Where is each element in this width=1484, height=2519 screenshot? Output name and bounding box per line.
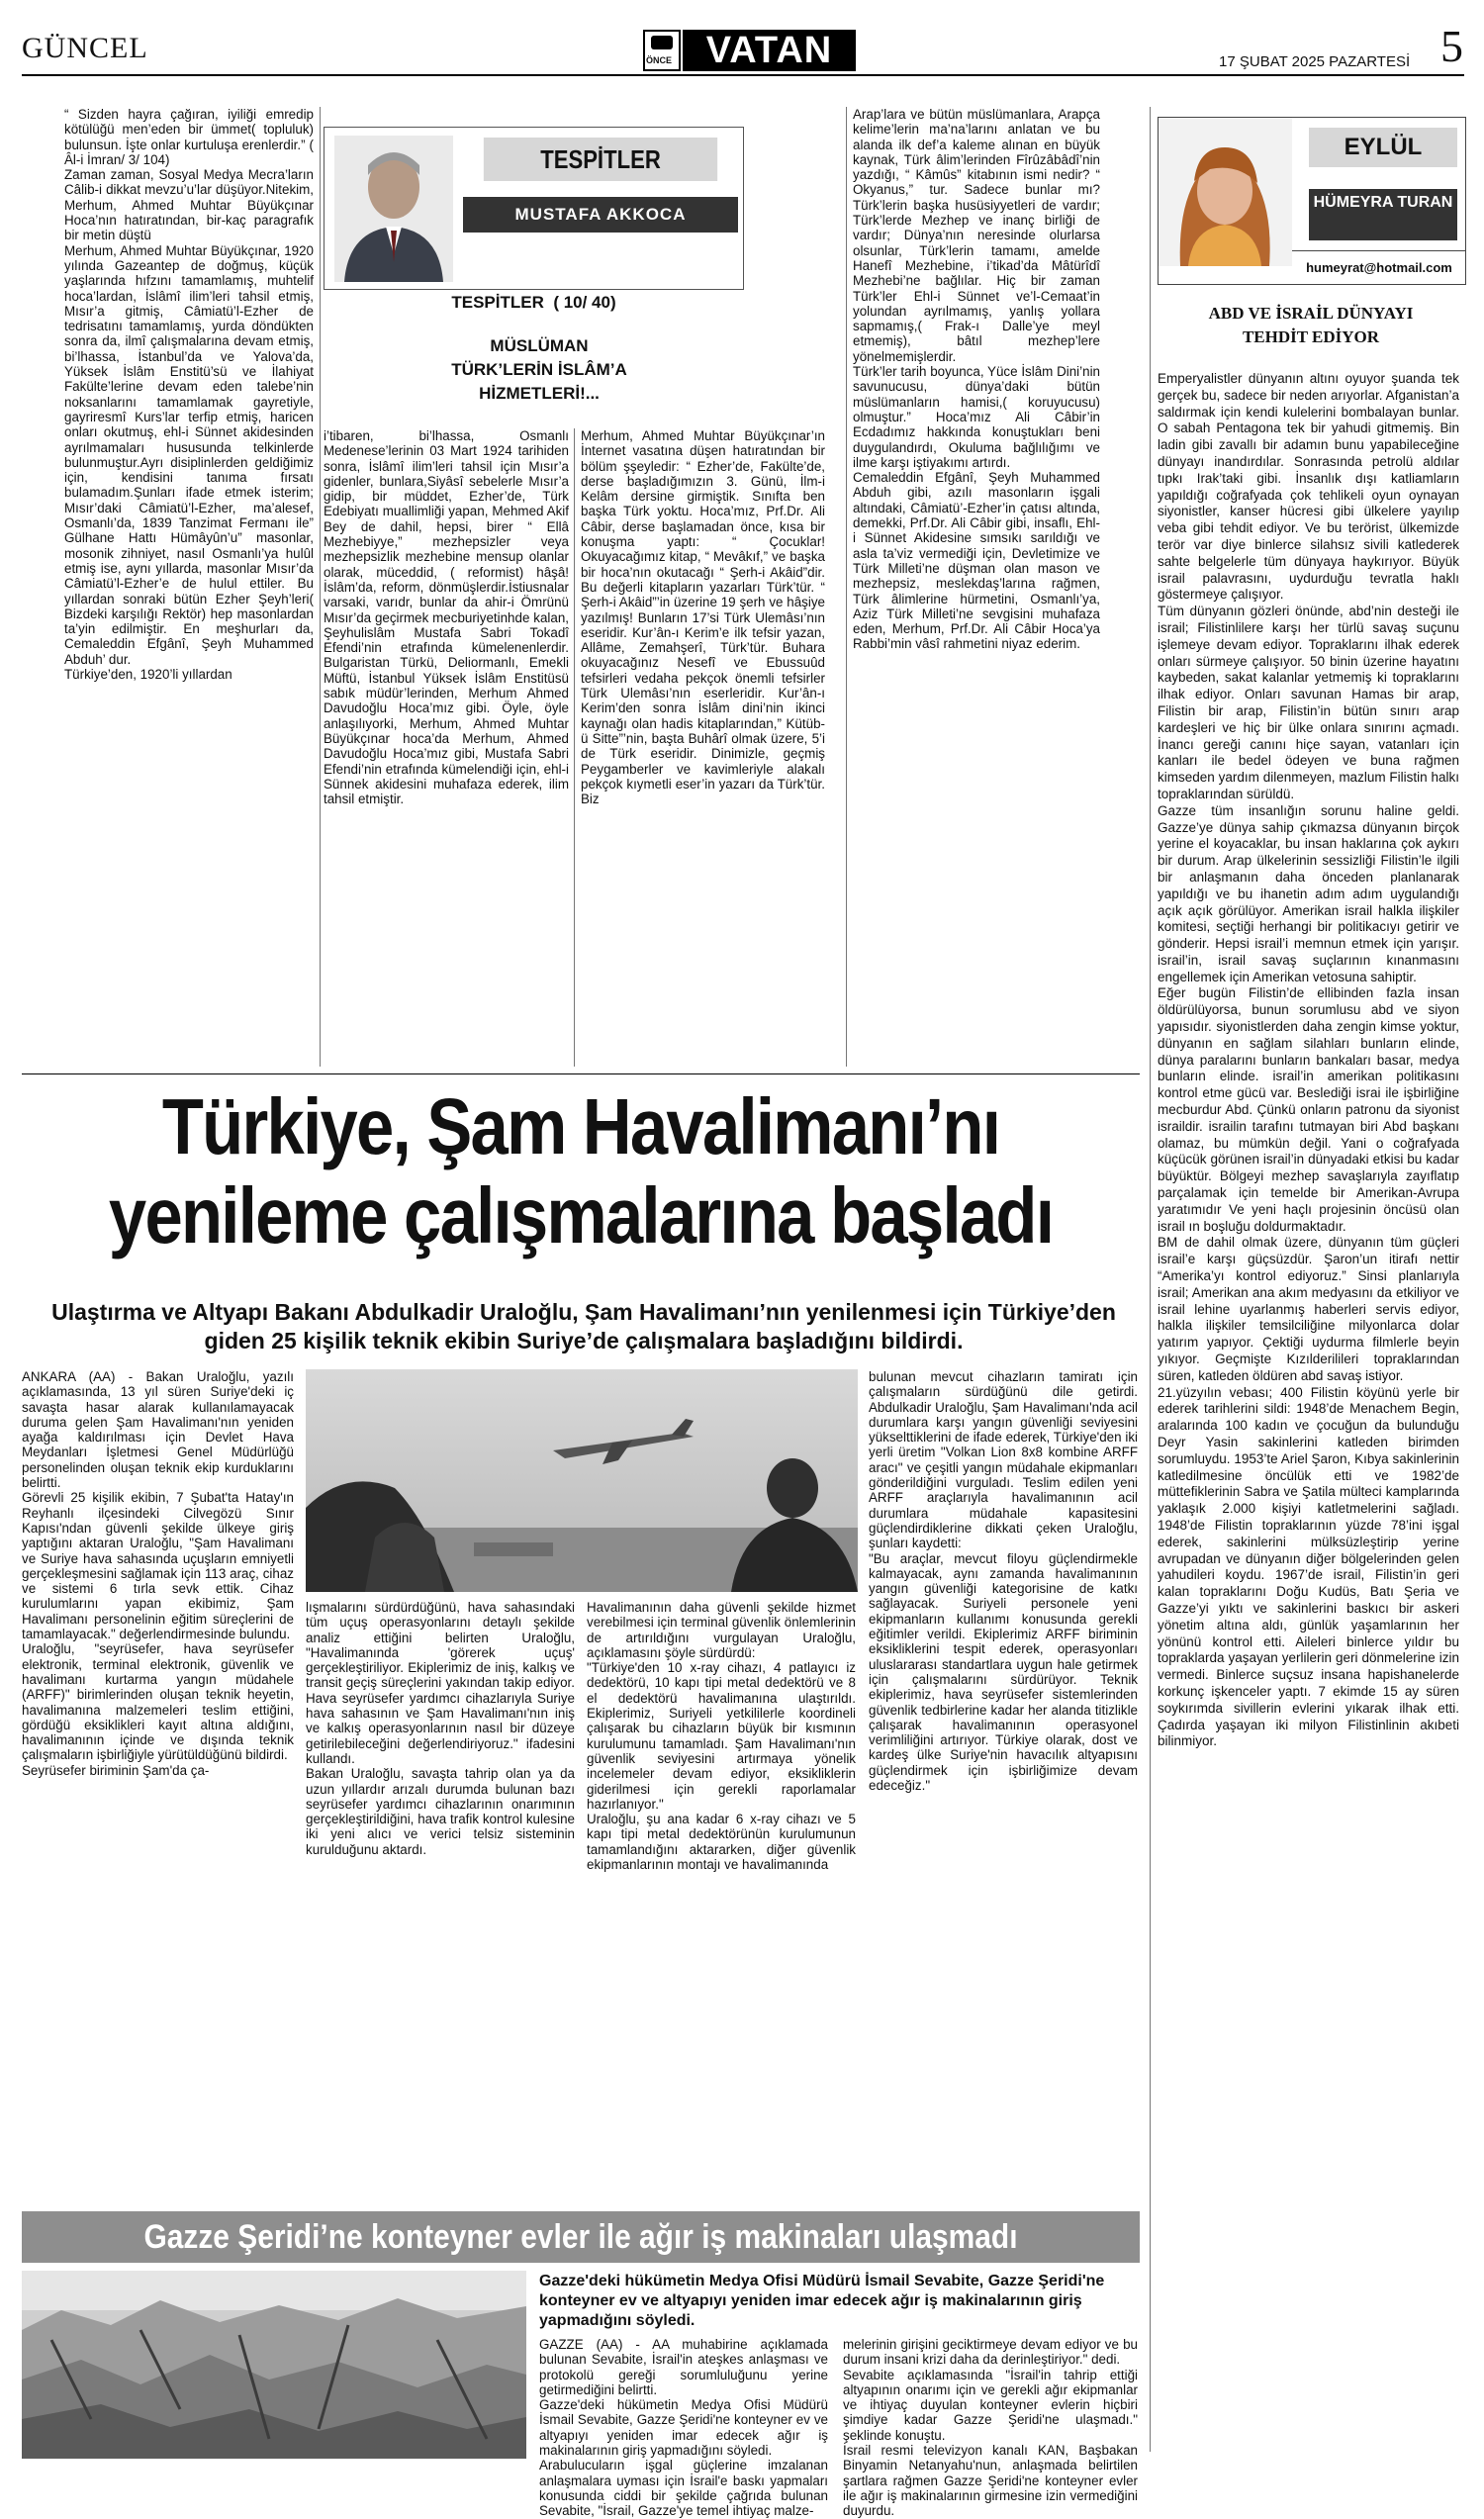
main-subhead: Ulaştırma ve Altyapı Bakanı Abdulkadir Uraloğlu, Şam Havalimanı’nın yenilenmesi için Türkiye’den giden 25 kişilik teknik ekibin Suriye’de çalışmalara başladığını bildirdi. <box>51 1299 1116 1353</box>
tespitler-column-c: Arap’lara ve bütün müslümanlara, Arapça kelime’lerin ma’na’larını anlatan ve bu alanda ilk def’a kaleme alınan en büyük kaynak, Türk âlim’lerinden Fîrûzâbâdî’nin yazdığı, “ Kâmûs” kitabının ismi nedir? “ Okyanus,” tur. Sadece bunlar mı? Türk’lerin başka husüsiyyetleri de vardır; Türk’lerde Mezhep ve inanç birliği de vardır; Dünya’nın neresinde olurlarsa olsunlar, Türk’lerin tamamı, amelde Hanefî Mezhebine, i’tikad’da Mâtürîdî Mezhebi’ne bağlılar. Hiç bir zaman Türk’ler Ehl-i Sünnet ve’l-Cemaat’in yolundan ayrılmamış, yanlış yollara sapmamış,( Frak-ı Dalle’ye meyl etmemiş), bâtıl mezhep’lere yönelmemişlerdir. Türk’ler tarih boyunca, Yüce İslâm Dini’nin savunucusu, dünya’daki bütün müslümanların hamisi,( koruyucusu) olmuştur.” Hoca’mız Ali Câbir’in Ecdadımız hakkında konuştukları beni duygulandırdı, Okuluma bağlılığımı ve ilme karşı iştiyakımı artırdı. Cemaleddin Efgânî, Şeyh Muhammed Abduh gibi, azılı masonların işgali altındaki, Câmiatü’-Ezher’in çatısı altında, demekki, Prf.Dr. Ali Câbir gibi, insaflı, Ehl-i Sünnet Akidesine sımsıkı sarıldığı ve asla ta’viz vermediği için, Devletimize ve Türk Milleti’ne düşman olan mason ve mezhepsiz, meslekdaş’larına rağmen, Türk âlimlerine hürmetini, Osmanlı’ya, Aziz Türk Milleti’ne sevgisini muhafaza eden, Merhum, Prf.Dr. Ali Câbir Hoca’ya Rabbi’min vâsî rahmetini niyaz ederim. <box>853 107 1100 652</box>
column-title: EYLÜL <box>1309 128 1457 167</box>
column-divider <box>846 107 847 1067</box>
gaza-subhead: Gazze'deki hükümetin Medya Ofisi Müdürü İsmail Sevabite, Gazze Şeridi'ne konteyner ev ve altyapıyı yeniden imar edecek ağır iş makinalarının giriş yapmadığını söyledi. <box>539 2273 1105 2329</box>
tespitler-column-b: Merhum, Ahmed Muhtar Büyükçınar’ın İnternet vasatına düşen hatıratından bir bölüm şşeyledir: “ Ezher’de, Fakülte’de, derse başladığımızın 3. Günü, İlm-i Kelâm dersine girmiştik. Sınıfta ben başka Türk yoktu. Hoca’mız, Prf.Dr. Ali Câbir, derse başlamadan önce, kısa bir konuşma yaptı: “ Çocuklar! Okuyacağımız kitap, “ Mevâkıf,” ve başka bir hoca’nın okutacağı “ Şerh-i Akâid”dir. Bu değerli kitapların yazarları Türk’tür. “ Şerh-i Akâid”’in üzerine 19 şerh ve hâşiye yazılmış! Bunların 17’si Türk Ulemâsı’nın eseridir. Kur’ân-ı Kerim’e ilk tefsir yazan, Allâme, Zemahşerî, Türk’tür. Buhara okuyacağınız Nesefî ve Ebussuûd tefsirleri vedaha pekçok önemli tefsirler Türk Ulemâsı’nın eserleridir. Kur’ân-ı Kerim’den sonra İslâm dini’nin ikinci kaynağı olan hadis kitaplarından,” Kütüb-ü Sitte”’nin, başta Buhârî olmak üzere, 5’i de Türk eseridir. Dinimizle, geçmiş Peygamberler ve kavimleriyle alakalı pekçok kıymetli eser’in yazarı da Türk’tür. Biz <box>581 428 825 807</box>
author-name: MUSTAFA AKKOCA <box>463 197 738 233</box>
issue-date: 17 ŞUBAT 2025 PAZARTESİ <box>1219 53 1411 70</box>
columnist-photo <box>1159 118 1292 266</box>
section-label: GÜNCEL <box>22 32 148 64</box>
eylul-box <box>1158 117 1466 285</box>
main-column-3: Havalimanının daha güvenli şekilde hizmet verebilmesi için terminal güvenlik önlemlerinin de artırıldığını vurgulayan Uraloğlu, açıklamasını şöyle sürdürdü: "Türkiye'den 10 x-ray cihazı, 4 patlayıcı iz dedektörü, 10 kapı tipi metal dedektörü ve 8 el dedektörü havalimanına ulaştırıldı. Ekiplerimiz, Suriyeli yetkililerle koordineli çalışarak bu cihazların büyük bir kısmının kurulumunu tamamladı. Şam Havalimanı'nın güvenlik seviyesini artırmaya yönelik incelemeler devam ediyor, eksikliklerin giderilmesi için gerekli raporlamalar hazırlanıyor." Uraloğlu, şu ana kadar 6 x-ray cihazı ve 5 kapı tipi metal dedektörünün kurulumunun tamamlandığını aktararken, diğer güvenlik ekipmanlarının montajı ve havalimanında <box>587 1600 856 1873</box>
airport-photo <box>306 1369 858 1592</box>
gaza-headline: Gazze Şeridi’ne konteyner evler ile ağır iş makinaları ulaşmadı <box>143 2218 1018 2256</box>
gaza-column-2: melerinin girişini geciktirmeye devam ediyor ve bu durum insani krizi daha da derinleştiriyor." dedi. Sevabite açıklamasında "İsrail'in tahrip ettiği altyapının onarımı için ve gerekli ağır ekipmanlar ve ihtiyaç duyulan konteyner evlerin hiçbiri şimdiye kadar Gazze Şeridi'ne ulaşmadı." şeklinde konuştu. İsrail resmi televizyon kanalı KAN, Başbakan Binyamin Netanyahu'nun, anlaşmada belirtilen şartlara rağmen Gazze Şeridi'ne konteyner evler ile ağır iş makinalarının girmesine izin vermediğini duyurdu. <box>843 2337 1138 2519</box>
sidebar-body: Emperyalistler dünyanın altını oyuyor şuanda tek gerçek bu, sadece bir neden arıyorlar. Afganistan’a saldırmak için kendi kulelerini bombalayan bunlar. O sabah Pentagona tek bir yahudi gitmemiş. Bin ladin gibi zavallı bir adamın bunu yapabileceğine dünyayı inandırdılar. Sonrasında petrolü aldılar tıpkı Irak’taki gibi. İnsanlık dışı katliamların yapıldığı coğrafyada çok tehlikeli oyun oynayan siyonistler, kanser hücresi gibi ülkelere yayılıp veba gibi tehdit ediyor. Ve bu terörist, ülkemizde terör var diye binlerce silahsız sivili katlederek sahte belgelerle tüm dünyaya haykırıyor. Büyük israil palavrasını, uydurduğu tevratla haklı göstermeye çalışıyor. Tüm dünyanın gözleri önünde, abd’nin desteği ile israil; Filistinlilere karşı her türlü savaş suçunu işlemeye devam ediyor. Topraklarını ilhak ederek onları sürmeye çalışıyor. 50 binin üzerine hayatını kaybeden, sakat kalanlar yetmemiş ki topraklarını ilhak ediyor. Onları savunan Hamas bir arap, Filistin bir arap, Filistin’in bütün sınırı arap kardeşleri ve hiç bir ülke onlara sınırını açmadı. İnancı gereği canını hiçe sayan, vatanları için kanları ile bedel ödeyen ve buna rağmen kimseden yardım dilenmeyen, mazlum Filistin halkı topraklarından sürüldü. Gazze tüm insanlığın sorunu haline geldi. Gazze’ye dünya sahip çıkmazsa dünyanın birçok yerine el koyacaklar, bu insan haklarına çok aykırı bir durum. Arap ülkelerinin sessizliği Filistin’le ilgili bir anlaşmanın daha önceden planlanarak yapıldığı ve bu ihanetin adım adım uygulandığı açık açık görülüyor. Amerikan israil halkla ilişkiler komitesi, seçtiği herhangi bir politikacıyı getirir ve gönderir. Hepsi israil’i memnun etmek için yarışır. israil’in, israil savaş suçlarının kınanmasını engellemek için Amerikan vetosuna sahiptir. Eğer bugün Filistin’de ellibinden fazla insan öldürülüyorsa, bunun sorumlusu abd ve siyon yapısıdır. siyonistlerden daha zengin kimse yoktur, dünyanın en sağlam silahları bunların elinde, dünya paralarını bunların bankaları basar, medya bunların elinde. israil’in amerikan politikasını kontrol etme gücü var. Beslediği israi ile işbirliğine mecburdur Abd. Çünkü onların patronu da siyonist israildir. israilin tarafını tutmayan biri Abd başkanı olamaz, bu mümkün değil. Yani o coğrafyada küçücük görünen israil’in dünyadaki etkisi bu kadar büyüktür. Bölgeyi mezhep savaşlarıyla zayıflatıp parçalamak için temelde bir Amerikan-Avrupa yaratımıdır Ve yeni haçlı projesinin öncüsü olan israil ın boşluğu doldurmaktadır. BM de dahil olmak üzere, dünyanın tüm güçleri israil’e karşı güçsüzdür. Şaron’un itirafı nettir “Amerika’yı kontrol ediyoruz.” Sinsi planlarıyla israil; Amerikan ana akım medyasını da etkiliyor ve israil lehine uyarlanmış haberleri servis ediyor, halkla ilişkiler temsilciliğine milyonlarca dolar yatırım yapıyor. Çektiği uydurma filmlerle beyin yıkıyor. Geçmişte Kızılderilileri topraklarından süren, katleden öldüren abd savaş istiyor. 21.yüzyılın vebası; 400 Filistin köyünü yerle bir ederek tarihlerini sildi: 1948’de Menachem Begin, aralarında 100 kadın ve çocuğun da bulunduğu Deyr Yasin sakinlerini katleden birimden sorumluydu. 1953’te Ariel Şaron, Kıbya sakinlerinin katledilmesine öncülük etti ve 1982’de müttefiklerinin Sabra ve Şatila mülteci kamplarında yaklaşık 2.000 kişiyi katletmelerini sağladı. 1948’de Filistin topraklarının yüzde 78’ini işgal ederek, sakinlerini mülksüzleştirip yerine avrupadan ve dünyanın diğer bölgelerinden gelen yahudileri koydu. 1967’de israil, Filistin’in geri kalan topraklarını Doğu Kudüs, Batı Şeria ve Gazze’yi yıktı ve sakinlerini baskıcı bir askeri yönetim altına aldı, günlük yaşamlarının her yönünü kontrol etti. Aileleri binlerce yıldır bu topraklarda yaşayan yerlilerin geri dönmelerine izin vermedi. Binlerce suçsuz insana hapishanelerde korkunç işkenceler yaptı. 7 ekimde 15 ay süren soykırımda sivillerin evlerini yıkarak ilhak etti. Çadırda yaşayan iki milyon Filistinlinin akıbeti bilinmiyor. <box>1158 371 1459 1749</box>
author-email[interactable]: humeyrat@hotmail.com <box>1292 250 1466 284</box>
tespitler-box <box>324 127 744 290</box>
rubble-photo-icon <box>22 2271 526 2459</box>
main-headline-line1: Türkiye, Şam Havalimanı’nı <box>161 1082 1000 1170</box>
header-rule <box>22 74 1464 76</box>
article-headline: MÜSLÜMAN TÜRK’LERİN İSLÂM’A HİZMETLERİ!... <box>451 336 627 403</box>
gaza-rubble-photo <box>22 2271 526 2459</box>
logo-badge <box>643 30 681 71</box>
sidebar-headline: ABD VE İSRAİL DÜNYAYI TEHDİT EDİYOR <box>1208 304 1414 346</box>
author-portrait-icon <box>334 136 453 282</box>
page-number: 5 <box>1440 21 1463 71</box>
logo-small-text: ÖNCE <box>646 55 673 65</box>
main-column-4: bulunan mevcut cihazların tamiratı için çalışmaların sürdüğünü dile getirdi. Abdulkadir Uraloğlu, Şam Havalimanı'nda acil durumlara karşı yangın güvenliği seviyesini yükselttiklerini de ifade ederek, Türkiye'den iki yerli üretim "Volkan Lion 8x8 kombine ARFF aracı" ve çeşitli yangın müdahale ekipmanları gönderildiğini vurguladı. Teslim edilen yeni ARFF araçlarıyla havalimanının acil durumlara müdahale kapasitesini güçlendirdiklerine dikkati çeken Uraloğlu, şunları kaydetti: "Bu araçlar, mevcut filoyu güçlendirmekle kalmayacak, aynı zamanda havalimanının yangın güvenliği kategorisine de katkı sağlayacak. Suriyeli personele yeni ekipmanların kullanımı konusunda gerekli eğitimler verildi. Ekiplerimiz ARFF biriminin eksikliklerini tespit ederek, operasyonları uluslararası standartlara uygun hale getirmek için çalışmalarını sürdürüyor. Teknik ekiplerimiz, hava seyrüsefer sistemlerinden güvenlik tedbirlerine kadar her alanda titizlikle çalışarak havalimanının operasyonel verimliliğini artırıyor. Türkiye olarak, dost ve kardeş ülke Suriye'nin havacılık altyapısını güçlendirmek için işbirliğimize devam edeceğiz." <box>869 1369 1138 1794</box>
gaza-banner <box>22 2211 1140 2263</box>
logo-wordmark: VATAN <box>683 30 856 71</box>
article-issue: TESPİTLER ( 10/ 40) <box>451 293 616 312</box>
tespitler-column-a: i’tibaren, bi’lhassa, Osmanlı Medenese’lerinin 03 Mart 1924 tarihiden sonra, İslâmî ilim’leri tahsil için Mısır’a gidenler, bunlara,Siyâsî sebelerle Mısır’a gidip, bir müddet, Ezher’de, Türk Edebiyatı muallimliği yapan, Mehmed Akif Bey de dahil, hepsi, birer “ Ellâ Mezhebiyye,” mezhepsizler veya mezhepsizlik mezhebine mensup olanlar olarak, müceddid, ( reformist) hâşâ! İslâm’da, reform, dönmüşlerdir.İstiusnalar varsaki, varıdr, bunlar da ahir-i Ömrünü Mısır’da geçirmek mecburiyetinhde kalan, Şeyhulislâm Mustafa Sabri Tokadî Efendi’nin etrafında kümelenenlerdir. Bulgaristan Türkü, Deliormanlı, Emekli Müftü, İstanbul Yüksek İslâm Enstitüsü sabık müdür’lerinden, Merhum Ahmed Davudoğlu Hoca’mız gibi. Öyle, öyle anlaşılıyorki, Merhum, Ahmed Muhtar Büyükçınar hoca’da Merhum, Ahmed Davudoğlu Hoca’mız gibi, Mustafa Sabri Efendi’nin etrafında kümelendiği için, ehl-i Sünnek akidesini muhafaza ederek, ilim tahsil etmiştir. <box>324 428 569 807</box>
column-divider <box>574 428 575 1067</box>
newspaper-logo <box>643 30 856 71</box>
column-divider <box>1150 107 1151 2452</box>
column-divider <box>320 107 321 1067</box>
author-photo <box>334 136 453 282</box>
column1-body: “ Sizden hayra çağıran, iyiliği emredip kötülüğü men’eden bir ümmet( topluluk) bulunsun. İşte onlar kurtuluşa erenlerdir.” ( Âl-i İmran/ 3/ 104) Zaman zaman, Sosyal Medya Mecra’ların Câlib-i dikkat mevzu’u’lar düşüyor.Nitekim, Merhum, Ahmed Muhtar Büyükçınar Hoca’nın hatıratından, bir-kaç paragrafık bir metin düştü Merhum, Ahmed Muhtar Büyükçınar, 1920 yılında Gazeantep de doğmuş, küçük yaşlarında hıfzını tamamlamış, muhtelif hoca’lardan, İslâmî ilim’leri tahsil etmiş, Mısır’a gitmiş, Câmiatü’l-Ezher de tedrisatını tamamlamış, yurda döndükten sonra da, ilmî çalışmalarına devam etmiş, bi’lhassa, İstanbul’da ve Yalova’da, Yüksek İslâm Enstitü’sü ve İlahiyat Fakülte’lerine devam eden talebe’nin noksanlarını tamamlamak gayretiyle, gayriresmî Kurs’lar terfip etmiş, haricen onları okutmuş, ehl-i Sünnet akidesinden ayrılmamaları hususunda telkinlerde bulunmuştur.Ayrı disiplinlerden geldiğimiz için, kendisini tanıma fırsatı bulamadım.Şunları ifade etmek isterim; Mısır’daki Câmiatü’l-Ezher, ma’alesef, Osmanlı’da, 1839 Tanzimat Fermanı ile” Gülhane Hattı Hümâyûn’u” masonlar, mosonik zihniyet, nasıl Osmanlı’ya hulûl etmiş ise, aynı yıllarda, masonlar Mısır’da Câmiatü’l-Ezher’e de hulul ettiler. Bu yıllardan sonraki bütün Ezher Şeyh’leri( Bizdeki karşılığı Rektör) hep masonlardan ta’yin edilmiştir. En meşhurları da, Cemaleddin Efgânî, Şeyh Muhammed Abduh’ dur. Türkiye’den, 1920’li yıllardan <box>64 107 314 682</box>
main-column-2: lışmalarını sürdürdüğünü, hava sahasındaki tüm uçuş operasyonlarını detaylı şekilde analiz ettiğini belirten Uraloğlu, "Havalimanında 'görerek uçuş' gerçekleştiriliyor. Ekiplerimiz de iniş, kalkış ve transit geçiş süreçlerini yakından takip ediyor. Hava seyrüsefer yardımcı cihazlarıyla Suriye hava sahasının ve Şam Havalimanı'nın iniş ve kalkış operasyonlarının nasıl bir düzeye getirilebileceğini değerlendiriyoruz." ifadesini kullandı. Bakan Uraloğlu, savaşta tahrip olan ya da uzun yıllardır arızalı durumda bulunan bazı seyrüsefer yardımcı cihazlarının onarımının gerçekleştirildiğini, hava trafik kontrol kulesine iki yeni alıcı ve verici telsiz sisteminin kurulduğunu aktardı. <box>306 1600 575 1857</box>
page-header <box>0 0 1484 77</box>
columnist-portrait-icon <box>1159 118 1292 266</box>
main-headline-line2: yenileme çalışmalarına başladı <box>108 1171 1054 1260</box>
gaza-column-1: GAZZE (AA) - AA muhabirine açıklamada bulunan Sevabite, İsrail'in ateşkes anlaşması ve protokolü gereği sorumluluğunu yerine getirmediğini belirtti. Gazze'deki hükümetin Medya Ofisi Müdürü İsmail Sevabite, Gazze Şeridi'ne konteyner ev ve altyapıyı yeniden imar edecek ağır iş makinalarının giriş yapmadığını söyledi. Arabulucuların işgal güçlerine imzalanan anlaşmalara uyması için İsrail'e baskı yapmaları konusunda ciddi bir şekilde çağrıda bulunan Sevabite, "İsrail, Gazze'ye temel ihtiyaç malze- <box>539 2337 828 2519</box>
airplane-photo-icon <box>306 1369 858 1592</box>
main-column-1: ANKARA (AA) - Bakan Uraloğlu, yazılı açıklamasında, 13 yıl süren Suriye'deki iç savaşta hasar alarak kullanılamayacak duruma gelen Şam Havalimanı'nın yeniden ayağa kaldırılması için Devlet Hava Meydanları İşletmesi Genel Müdürlüğü personelinden oluşan teknik ekip kurduklarını belirtti. Görevli 25 kişilik ekibin, 7 Şubat'ta Hatay'ın Reyhanlı ilçesindeki Cilvegözü Sınır Kapısı'ndan güvenli şekilde ülkeye giriş yaptığını aktaran Uraloğlu, "Şam Havalimanı ve Suriye hava sahasında uçuşların emniyetli gerçekleşmesini sağlamak için 113 araç, cihaz ve sistemi 6 tırla sevk ettik. Cihaz kurulumlarını yapan ekibimiz, Şam Havalimanı personelinin eğitim süreçlerini de tamamlayacak." değerlendirmesinde bulundu. Uraloğlu, "seyrüsefer, hava seyrüsefer elektronik, terminal elektronik, güvenlik ve havalimanı kurtarma yangın müdahele (ARFF)" birimlerinden oluşan teknik heyetin, havalimanına malzemeleri teslim ettiğini, gördüğü eksiklikleri kayıt altına aldığını, havalimanının içinde ve dışında teknik çalışmaların işbirliğiyle yürütüldüğünü bildirdi. Seyrüsefer biriminin Şam'da ça- <box>22 1369 294 1778</box>
author-name: HÜMEYRA TURAN <box>1309 189 1457 240</box>
logo-flag-icon <box>651 36 673 49</box>
column-title: TESPİTLER <box>484 138 717 181</box>
section-rule <box>22 1073 1140 1074</box>
